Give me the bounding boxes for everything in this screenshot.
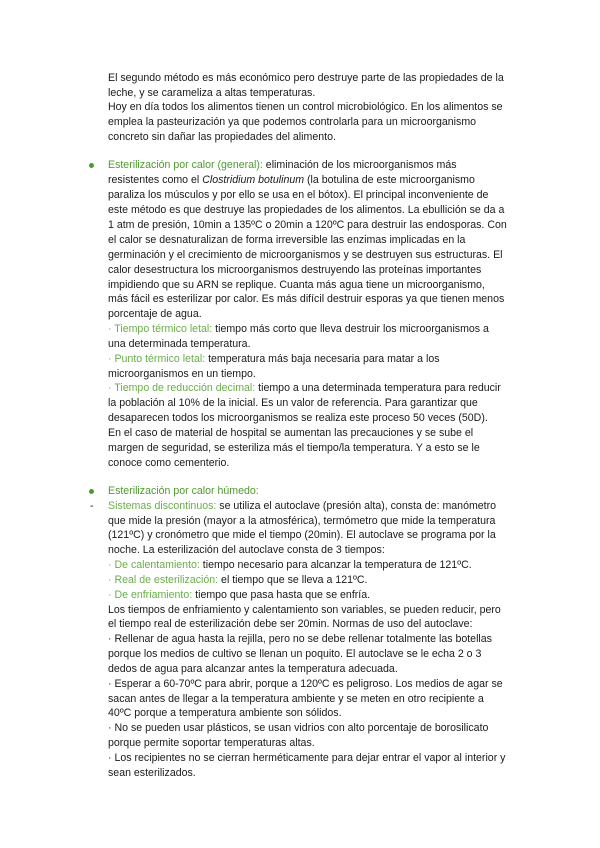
phase-text: tiempo que pasa hasta que se enfría.	[192, 589, 371, 601]
section2-line: Los tiempos de enfriamiento y calentamiento son variables, se pueden reducir, pero	[108, 604, 501, 616]
section1-line: impidiendo que su ARN se replique. Cuanta más agua tiene un microorganismo,	[108, 279, 485, 291]
section1-line: 1 atm de presión, 10min a 135ºC o 20min a 120ºC para destruir las endosporas. Con	[108, 219, 507, 231]
term-label: · Punto térmico letal:	[108, 353, 206, 365]
section2-line: que mide la presión (mayor a la atmosférica), termómetro que mide la temperatura	[108, 515, 496, 527]
rule-line: porque permite soportar temperaturas altas.	[108, 737, 315, 749]
section1-text: (la botulina de este microorganismo	[304, 174, 475, 186]
term-discontinuous-systems	[108, 499, 496, 514]
section1-line: conoce como cementerio.	[108, 457, 230, 469]
dash-marker: -	[90, 500, 94, 512]
rule-line: · Los recipientes no se cierran herméticamente para dejar entrar el vapor al interior y	[108, 752, 506, 764]
phase-heating	[108, 558, 472, 573]
phase-label: · De enfriamiento:	[108, 589, 193, 601]
intro-line: concreto sin dañar las propiedades del alimento.	[108, 131, 336, 143]
intro-line: emplea la pasteurización ya que podemos controlarla para un microorganismo	[108, 116, 477, 128]
phase-label: · De calentamiento:	[108, 559, 200, 571]
section1-title: Esterilización por calor (general):	[108, 159, 263, 171]
term-text: tiempo a una determinada temperatura para reducir	[255, 382, 501, 394]
term-thermal-death-point	[108, 352, 440, 367]
term-label: Sistemas discontinuos:	[108, 500, 217, 512]
intro-line: El segundo método es más económico pero destruye parte de las propiedades de la	[108, 72, 504, 84]
term-label: · Tiempo térmico letal:	[108, 323, 213, 335]
section1-line: este método es que destruye las propiedades de los alimentos. La ebullición se da a	[108, 204, 505, 216]
rule-line: dedos de agua para alcanzar antes la temperatura adecuada.	[108, 663, 398, 675]
rule-line: · Esperar a 60-70ºC para abrir, porque a 120ºC es peligroso. Los medios de agar se	[108, 678, 503, 690]
rule-line: sean esterilizados.	[108, 767, 196, 779]
term-label: · Tiempo de reducción decimal:	[108, 382, 256, 394]
section1-line: paraliza los músculos y por ello se usa en el bótox). El principal inconveniente de	[108, 189, 489, 201]
section2-line: (121ºC) y cronómetro que mide el tiempo (20min). El autoclave se programa por la	[108, 529, 496, 541]
rule-line: 40ºC porque a temperatura ambiente son sólidos.	[108, 707, 342, 719]
section1-line: más fácil es esterilizar por calor. Es más difícil destruir esporas ya que tienen menos	[108, 293, 505, 305]
section1-text: eliminación de los microorganismos más	[262, 159, 457, 171]
phase-cooling	[108, 588, 370, 603]
phase-text: el tiempo que se lleva a 121ºC.	[218, 574, 368, 586]
section1-line: el calor se desnaturalizan de forma irreversible las enzimas implicadas en la	[108, 234, 466, 246]
section1-line	[108, 173, 475, 188]
section1-line: microorganismos en un tiempo.	[108, 368, 256, 380]
section1-line: En el caso de material de hospital se aumentan las precauciones y se sube el	[108, 427, 474, 439]
rule-line: · No se pueden usar plásticos, se usan vidrios con alto porcentaje de borosilicato	[108, 722, 489, 734]
bullet-icon	[89, 489, 94, 494]
term-thermal-death-time	[108, 322, 489, 337]
term-text: temperatura más baja necesaria para matar a los	[205, 353, 440, 365]
term-text: se utiliza el autoclave (presión alta), consta de: manómetro	[216, 500, 497, 512]
phase-label: · Real de esterilización:	[108, 574, 219, 586]
phase-text: tiempo necesario para alcanzar la temperatura de 121ºC.	[199, 559, 472, 571]
intro-line: leche, y se carameliza a altas temperaturas.	[108, 87, 316, 99]
section1-text: resistentes como el	[108, 174, 203, 186]
section2-title: Esterilización por calor húmedo:	[108, 485, 259, 497]
rule-line: · Rellenar de agua hasta la rejilla, pero no se debe rellenar totalmente las botellas	[108, 633, 492, 645]
section1-line: una determinada temperatura.	[108, 338, 251, 350]
rule-line: porque los medios de cultivo se llenan un poquito. El autoclave se le echa 2 o 3	[108, 648, 482, 660]
term-decimal-reduction-time	[108, 381, 501, 396]
section1-line: germinación y el crecimiento de microorganismos y se destruyen sus estructuras. El	[108, 249, 503, 261]
intro-line: Hoy en día todos los alimentos tienen un control microbiológico. En los alimentos se	[108, 101, 503, 113]
section2-line: el tiempo real de esterilización debe ser 20min. Normas de uso del autoclave:	[108, 618, 473, 630]
species-name: Clostridium botulinum	[202, 174, 305, 186]
section1-line: calor desestructura los microorganismos destruyendo las proteínas importantes	[108, 264, 482, 276]
section2-line: noche. La esterilización del autoclave consta de 3 tiempos:	[108, 544, 385, 556]
section1-line: margen de seguridad, se esteriliza más el tiempo/la temperatura. Y a esto se le	[108, 442, 480, 454]
rule-line: sacan antes de llegar a la temperatura ambiente y se meten en otro recipiente a	[108, 693, 484, 705]
term-text: tiempo más corto que lleva destruir los microorganismos a	[212, 323, 489, 335]
section1-line: porcentaje de agua.	[108, 308, 202, 320]
phase-sterilization	[108, 573, 367, 588]
section1-line: la población al 10% de la inicial. Es un valor de referencia. Para garantizar que	[108, 397, 478, 409]
section1-first-line	[108, 158, 457, 173]
bullet-icon	[89, 163, 94, 168]
section1-line: desaparecen todos los microorganismos se realiza este proceso 50 veces (50D).	[108, 412, 488, 424]
